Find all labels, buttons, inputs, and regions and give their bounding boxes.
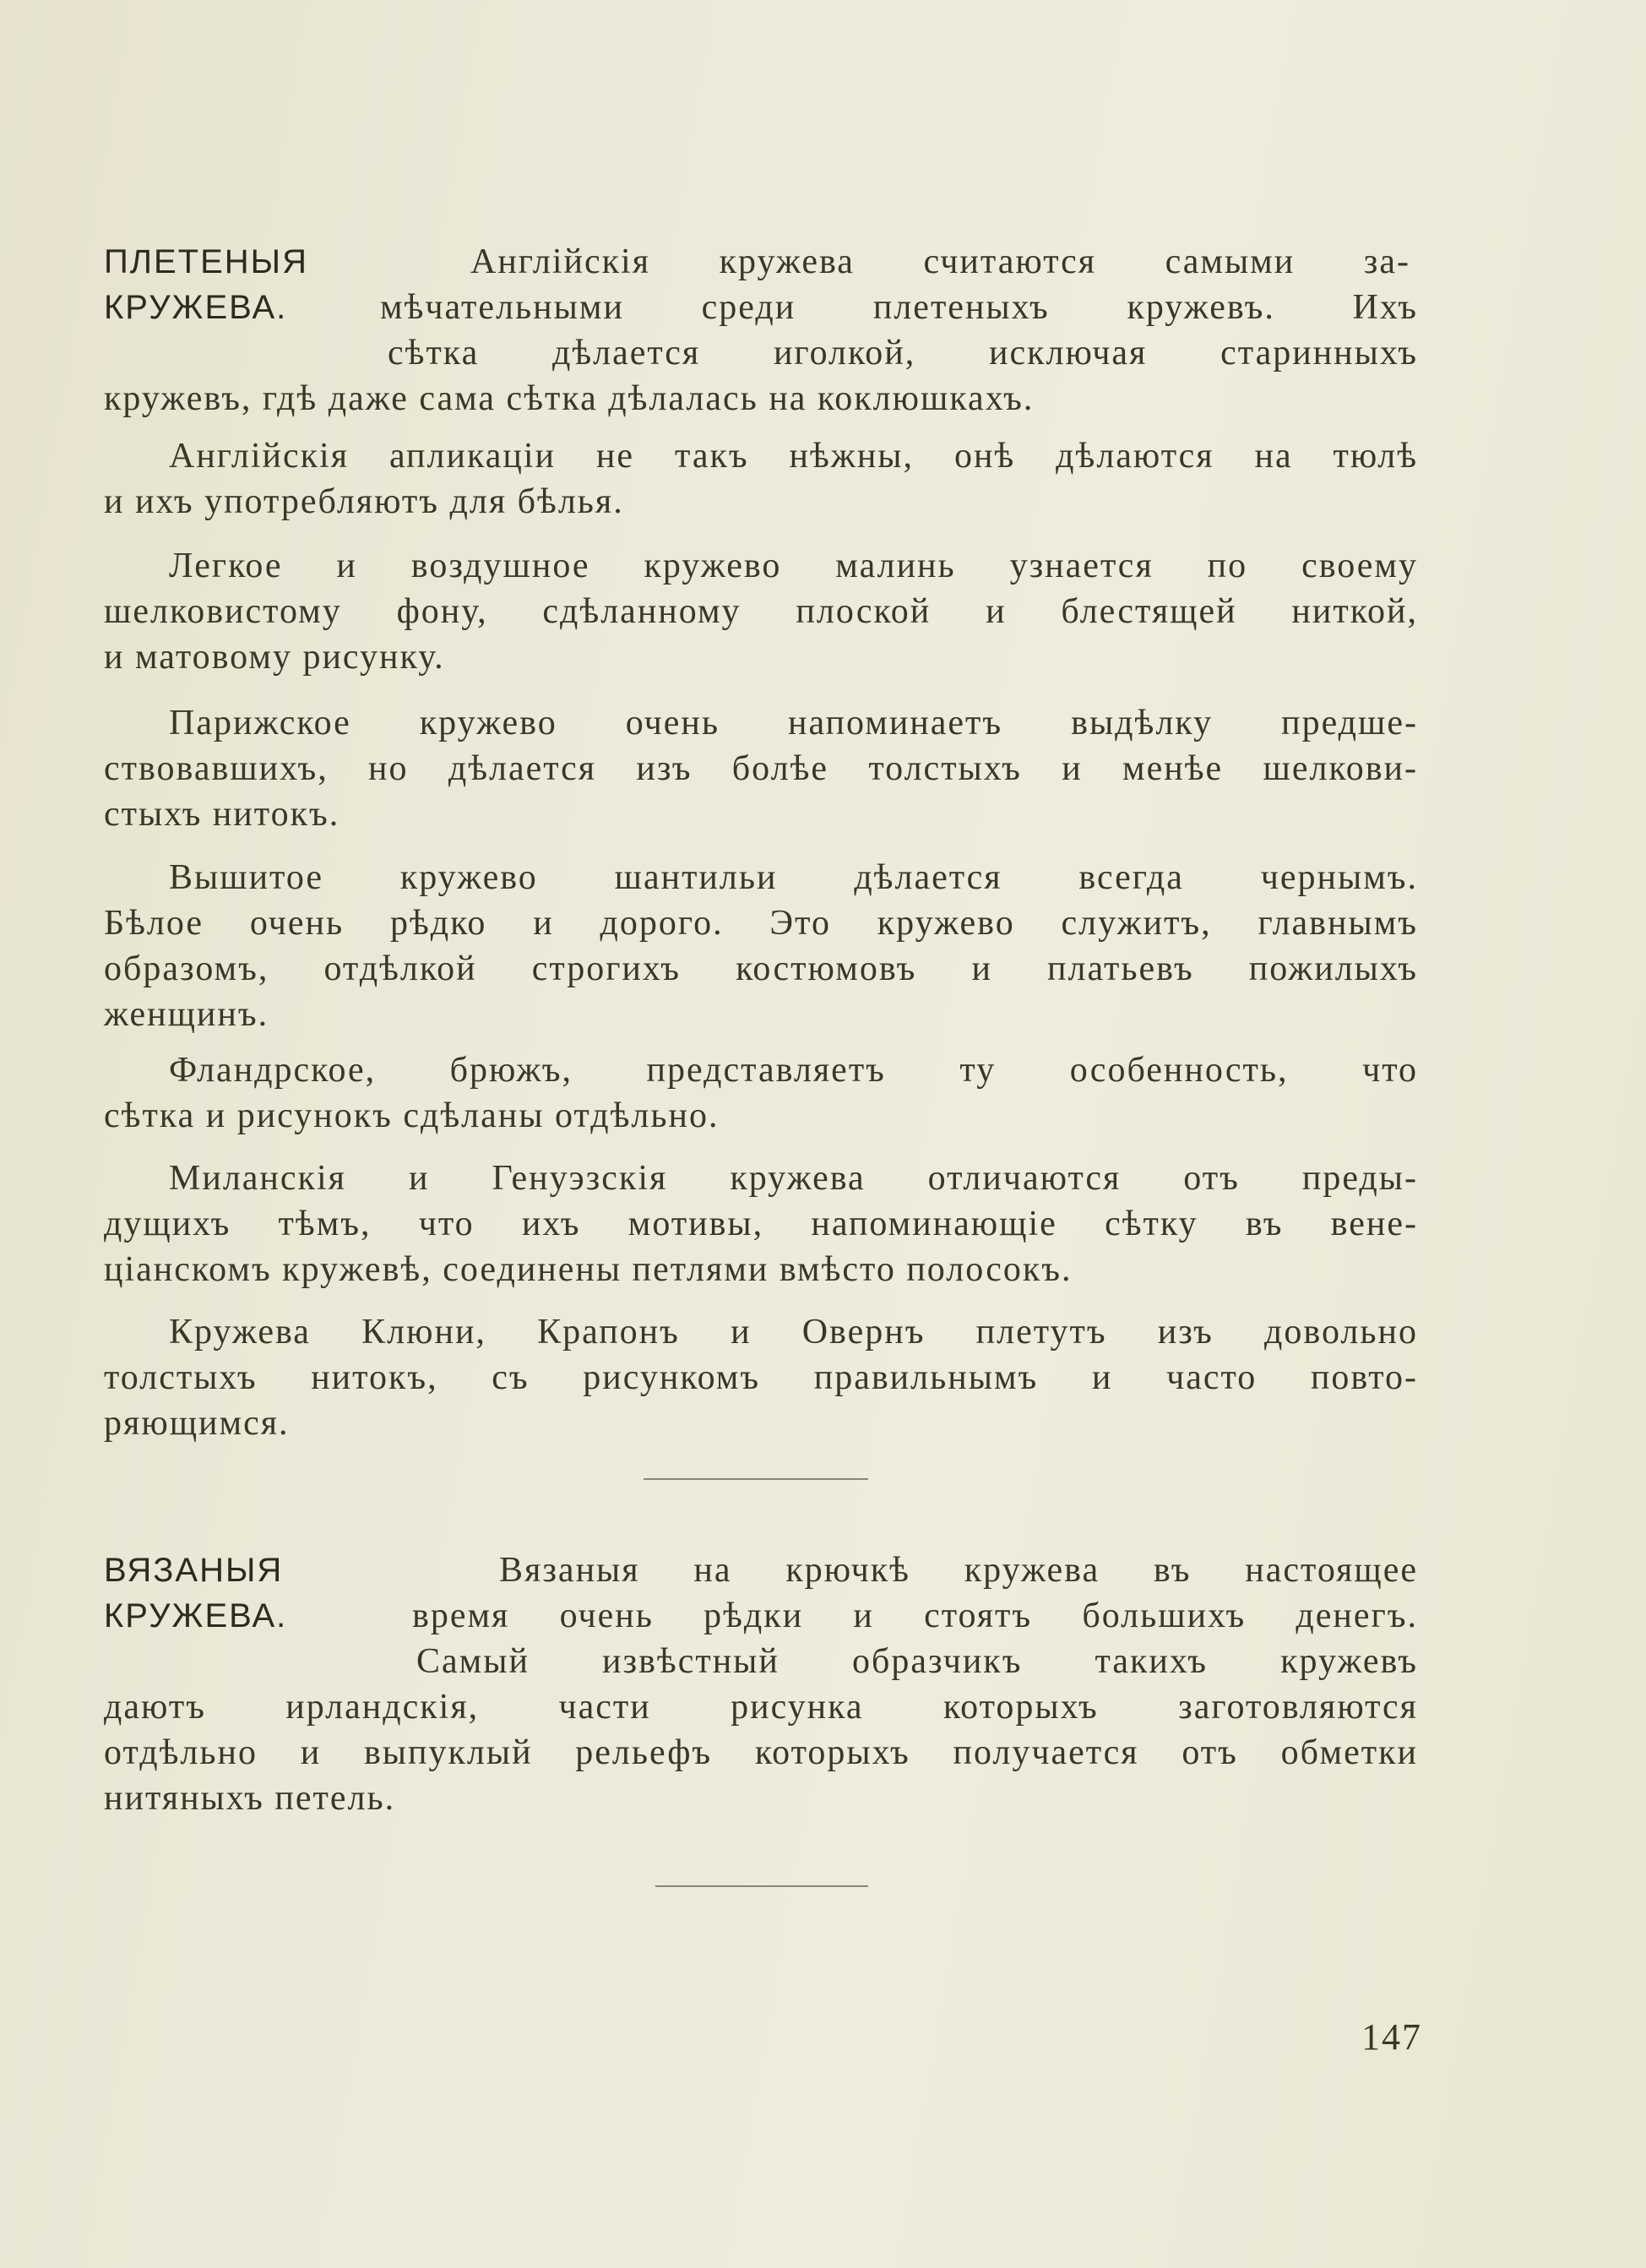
page-number: 147	[1361, 2016, 1422, 2058]
heading-line: КРУЖЕВА.	[104, 1597, 288, 1634]
text-line: мѣчательными среди плетеныхъ кружевъ. Ихъ	[380, 288, 1418, 327]
text-line: время очень рѣдки и стоятъ большихъ денегъ.	[412, 1596, 1418, 1635]
text-line: женщинъ.	[104, 995, 269, 1034]
text-line: Вязаныя на крючкѣ кружева въ настоящее	[499, 1551, 1418, 1590]
text-line: сѣтка дѣлается иголкой, исключая старинныхъ	[388, 334, 1418, 373]
text-line: и ихъ употребляютъ для бѣлья.	[104, 482, 624, 521]
text-line: ціанскомъ кружевѣ, соединены петлями вмѣсто полосокъ.	[104, 1250, 1073, 1289]
paragraph-english-lace	[104, 239, 1418, 422]
text-line: Бѣлое очень рѣдко и дорого. Это кружево служитъ, главнымъ	[104, 904, 1418, 943]
paragraph-crochet-lace	[104, 1547, 1418, 1821]
text-line: Миланскія и Генуэзскія кружева отличаются отъ преды-	[169, 1159, 1418, 1198]
text-line: Вышитое кружево шантильи дѣлается всегда чернымъ.	[169, 858, 1418, 897]
heading-line: ПЛЕТЕНЫЯ	[104, 243, 308, 280]
text-line: Англійскія кружева считаются самыми за-	[470, 242, 1410, 281]
paragraph-english-applique	[104, 433, 1418, 525]
text-line: толстыхъ нитокъ, съ рисункомъ правильнымъ и часто повто-	[104, 1358, 1418, 1397]
text-line: нитяныхъ петель.	[104, 1779, 396, 1818]
text-line: Самый извѣстный образчикъ такихъ кружевъ	[416, 1642, 1418, 1681]
paragraph-flanders-lace	[104, 1047, 1418, 1139]
paragraph-cluny-lace	[104, 1309, 1418, 1446]
section-divider	[644, 1478, 868, 1480]
text-line: даютъ ирландскія, части рисунка которыхъ заготовляются	[104, 1688, 1418, 1727]
text-line: кружевъ, гдѣ даже сама сѣтка дѣлалась на коклюшкахъ.	[104, 379, 1035, 418]
text-line: Легкое и воздушное кружево малинь узнается по своему	[169, 547, 1418, 585]
text-line: сѣтка и рисунокъ сдѣланы отдѣльно.	[104, 1096, 720, 1135]
text-line: отдѣльно и выпуклый рельефъ которыхъ получается отъ обметки	[104, 1733, 1418, 1772]
text-line: Англійскія апликаціи не такъ нѣжны, онѣ дѣлаются на тюлѣ	[169, 437, 1418, 476]
text-line: дущихъ тѣмъ, что ихъ мотивы, напоминающіе сѣтку въ вене-	[104, 1205, 1418, 1243]
text-line: и матовому рисунку.	[104, 638, 445, 677]
text-line: стыхъ нитокъ.	[104, 795, 340, 834]
text-line: ряющимся.	[104, 1404, 290, 1443]
text-line: Парижское кружево очень напоминаетъ выдѣлку предше-	[169, 704, 1418, 742]
text-line: Фландрское, брюжъ, представляетъ ту особенность, что	[169, 1051, 1418, 1090]
text-line: образомъ, отдѣлкой строгихъ костюмовъ и платьевъ пожилыхъ	[104, 949, 1418, 988]
text-line: ствовавшихъ, но дѣлается изъ болѣе толстыхъ и менѣе шелкови-	[104, 749, 1418, 788]
paragraph-milan-genoa-lace	[104, 1156, 1418, 1292]
paragraph-paris-lace	[104, 700, 1418, 837]
heading-line: КРУЖЕВА.	[104, 289, 288, 326]
paragraph-chantilly-lace	[104, 855, 1418, 1037]
text-line: Кружева Клюни, Крапонъ и Овернъ плетутъ изъ довольно	[169, 1313, 1418, 1352]
paragraph-malines-lace	[104, 543, 1418, 680]
text-line: шелковистому фону, сдѣланному плоской и блестящей ниткой,	[104, 592, 1418, 631]
section-divider	[655, 1885, 868, 1887]
heading-line: ВЯЗАНЫЯ	[104, 1552, 284, 1589]
